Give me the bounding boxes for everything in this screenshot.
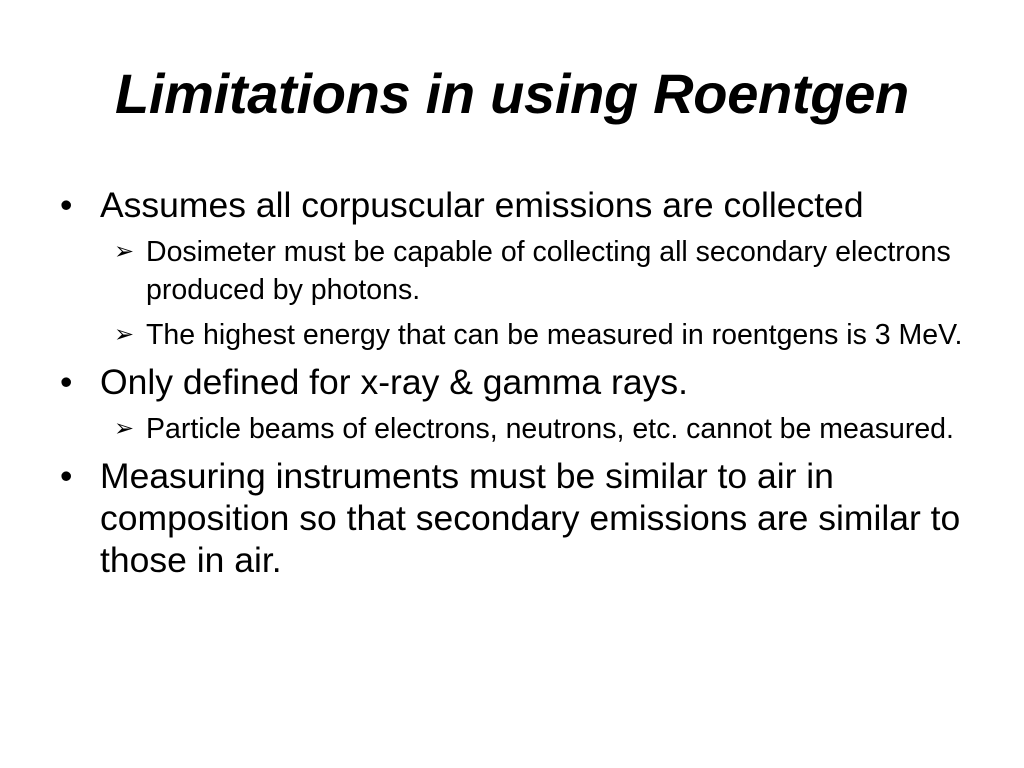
bullet-item bbox=[58, 184, 988, 226]
sub-bullet-text: Particle beams of electrons, neutrons, etc. cannot be measured. bbox=[146, 413, 954, 445]
slide-title: Limitations in using Roentgen bbox=[115, 62, 909, 125]
sub-bullet-item bbox=[58, 410, 988, 448]
bullet-marker-icon: • bbox=[60, 362, 73, 402]
sub-bullet-item bbox=[58, 233, 988, 309]
sub-bullet-text: The highest energy that can be measured in roentgens is 3 MeV. bbox=[146, 319, 963, 351]
sub-bullet-text: Dosimeter must be capable of collecting all secondary electrons produced by photons. bbox=[146, 236, 951, 306]
arrow-bullet-icon: ➢ bbox=[114, 321, 135, 348]
bullet-text: Measuring instruments must be similar to air in composition so that secondary emissions are similar to those in air. bbox=[100, 456, 961, 580]
slide-content bbox=[58, 184, 988, 588]
bullet-item bbox=[58, 455, 988, 581]
sub-bullet-item bbox=[58, 316, 988, 354]
arrow-bullet-icon: ➢ bbox=[114, 238, 135, 265]
arrow-bullet-icon: ➢ bbox=[114, 415, 135, 442]
bullet-marker-icon: • bbox=[60, 456, 73, 496]
bullet-text: Assumes all corpuscular emissions are collected bbox=[100, 185, 864, 225]
bullet-marker-icon: • bbox=[60, 185, 73, 225]
bullet-text: Only defined for x-ray & gamma rays. bbox=[100, 362, 688, 402]
bullet-item bbox=[58, 361, 988, 403]
